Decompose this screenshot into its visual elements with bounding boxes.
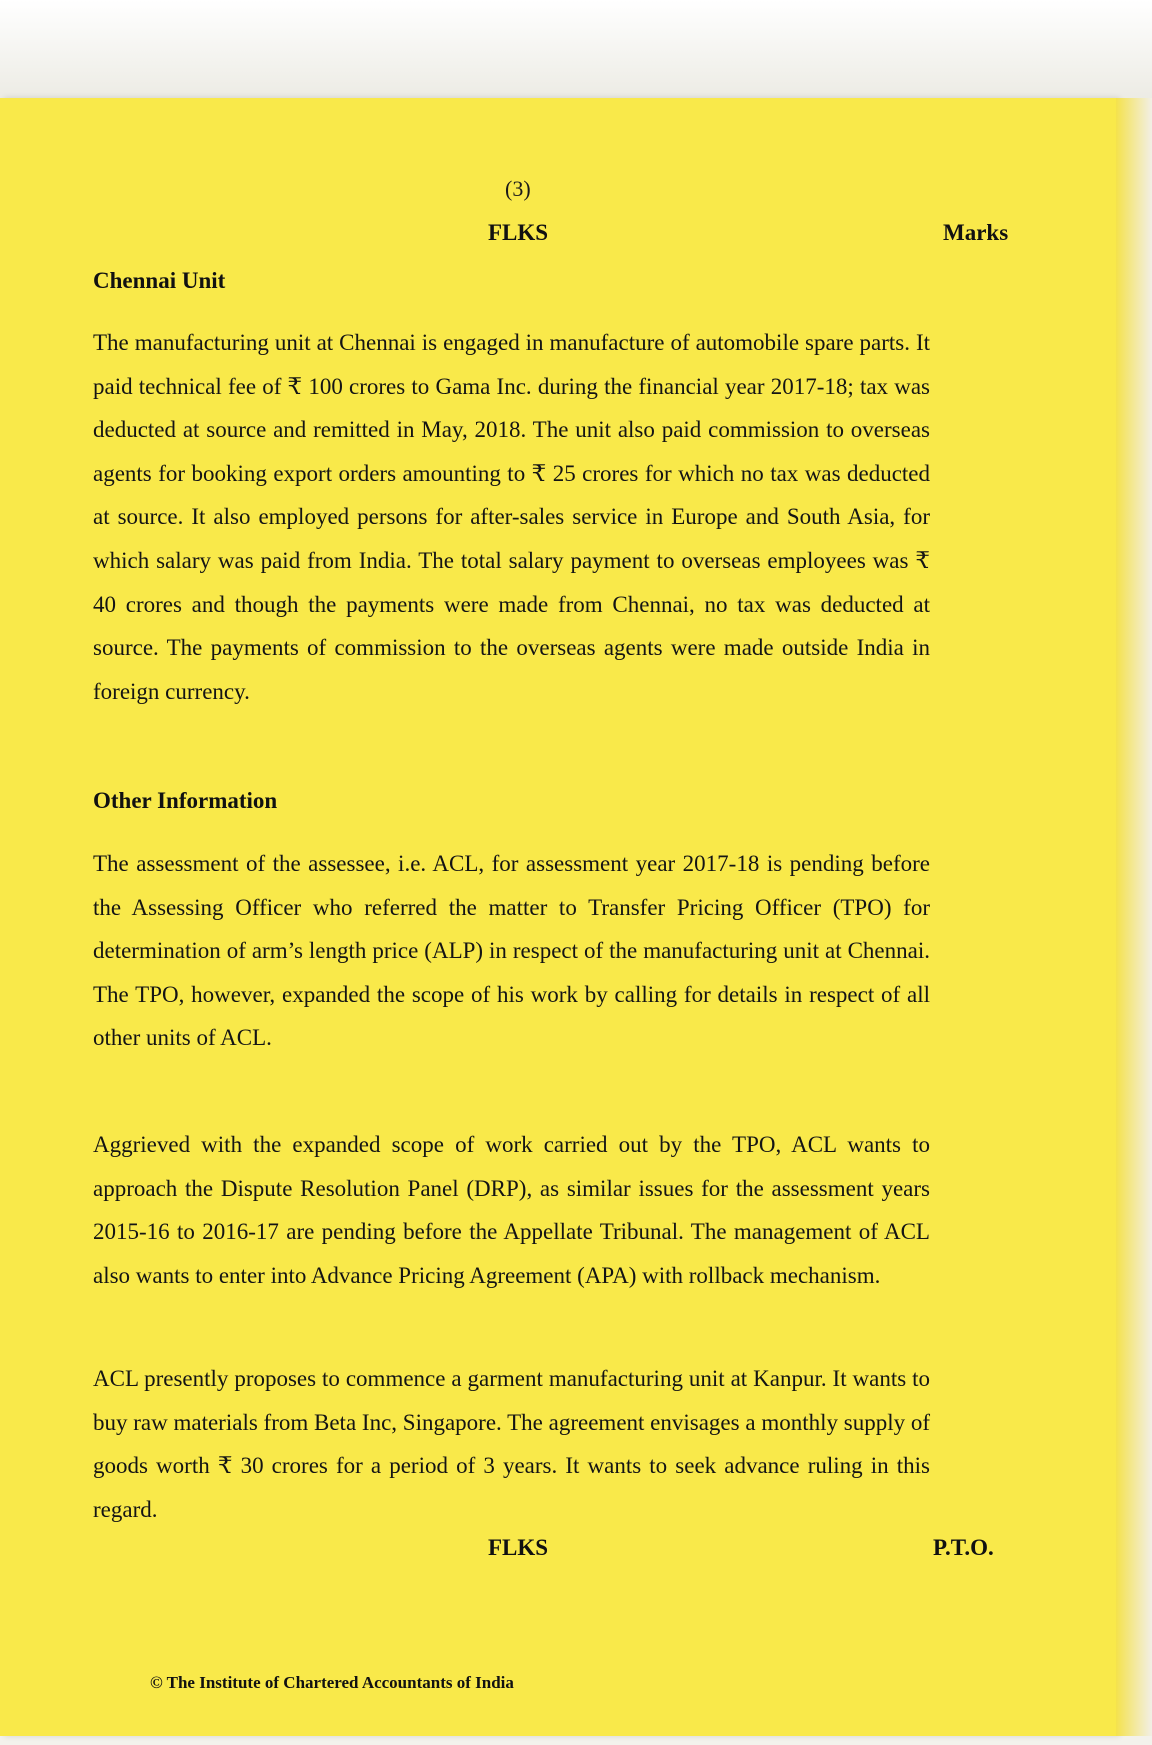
marks-column-label: Marks <box>943 220 1009 245</box>
advance-ruling-paragraph: ACL presently proposes to commence a garment manufacturing unit at Kanpur. It wants to buy raw materials from Beta Inc, Singapore. The agreement envisages a monthly supply of goods worth ₹ 30 crores for a period of 3 years. It wants to seek advance ruling in this regard. <box>93 1366 930 1522</box>
header-paper-code: FLKS <box>488 220 549 245</box>
assessment-paragraph: The assessment of the assessee, i.e. ACL, for assessment year 2017-18 is pending before the Assessing Officer who referred the matter to Transfer Pricing Officer (TPO) for determination of arm’s length price (ALP) in respect of the manufacturing unit at Chennai. The TPO, however, expanded the scope of his work by calling for details in respect of all other units of ACL. <box>93 851 930 1051</box>
page-sheet-edge <box>1116 98 1152 1736</box>
other-information-heading: Other Information <box>93 788 278 813</box>
scan-background-top <box>0 0 1152 100</box>
chennai-unit-paragraph: The manufacturing unit at Chennai is engaged in manufacture of automobile spare parts. It paid technical fee of ₹ 100 crores to Gama Inc. during the financial year 2017-18; tax was deducted at source and remitted in May, 2018. The unit also paid commission to overseas agents for booking export orders amounting to ₹ 25 crores for which no tax was deducted at source. It also employed persons for after-sales service in Europe and South Asia, for which salary was paid from India. The total salary payment to overseas employees was ₹ 40 crores and though the payments were made from Chennai, no tax was deducted at source. The payments of commission to the overseas agents were made outside India in foreign currency. <box>93 330 930 704</box>
page-number: (3) <box>505 176 531 201</box>
drp-apa-paragraph: Aggrieved with the expanded scope of work carried out by the TPO, ACL wants to approach the Dispute Resolution Panel (DRP), as similar issues for the assessment years 2015-16 to 2016-17 are pending before the Appellate Tribunal. The management of ACL also wants to enter into Advance Pricing Agreement (APA) with rollback mechanism. <box>93 1132 930 1288</box>
copyright-notice: © The Institute of Chartered Accountants of India <box>150 1673 514 1692</box>
footer-paper-code: FLKS <box>488 1535 549 1560</box>
please-turn-over-label: P.T.O. <box>933 1535 994 1560</box>
chennai-unit-heading: Chennai Unit <box>93 268 226 293</box>
